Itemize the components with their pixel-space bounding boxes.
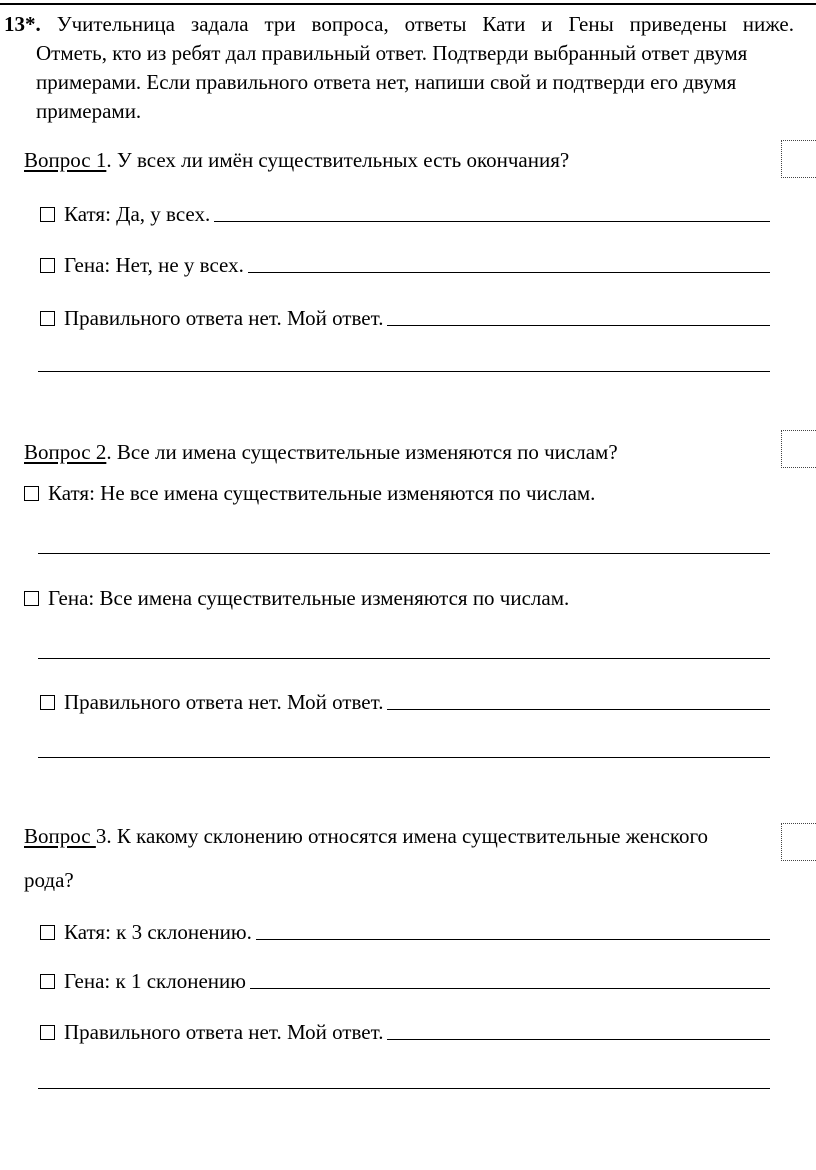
question-3-continued: рода? <box>24 868 74 892</box>
option-label: Гена: Все имена существительные изменяются по числам. <box>48 586 570 610</box>
checkbox[interactable] <box>40 1025 55 1040</box>
q2-option-katya[interactable] <box>24 480 595 506</box>
question-3-label: Вопрос <box>24 824 96 848</box>
question-3 <box>24 822 708 850</box>
question-2-label: Вопрос 2 <box>24 440 107 464</box>
answer-line-full[interactable] <box>38 553 770 554</box>
checkbox[interactable] <box>40 974 55 989</box>
score-box-2[interactable] <box>781 430 816 468</box>
option-label: Катя: к 3 склонению. <box>64 920 252 944</box>
answer-line-full[interactable] <box>38 658 770 659</box>
option-label: Правильного ответа нет. Мой ответ. <box>64 690 384 714</box>
answer-line[interactable] <box>248 272 770 273</box>
answer-line-full[interactable] <box>38 757 770 758</box>
answer-line[interactable] <box>387 325 770 326</box>
q1-option-gena[interactable] <box>40 252 770 278</box>
question-1-label: Вопрос 1 <box>24 148 107 172</box>
answer-line[interactable] <box>214 221 770 222</box>
question-2-text: . Все ли имена существительные изменяются по числам? <box>106 440 618 464</box>
option-label: Катя: Не все имена существительные изменяются по числам. <box>48 481 596 505</box>
task-text-rest: Отметь, кто из ребят дал правильный ответ. Подтверди выбранный ответ двумя примерами. Если правильного ответа нет, напиши свой и подтверди его двумя примерами. <box>36 41 748 123</box>
score-box-3[interactable] <box>781 823 816 861</box>
question-1-text: . У всех ли имён существительных есть окончания? <box>106 148 570 172</box>
answer-line-full[interactable] <box>38 371 770 372</box>
checkbox[interactable] <box>40 311 55 326</box>
checkbox[interactable] <box>40 207 55 222</box>
q3-option-katya[interactable] <box>40 919 770 945</box>
answer-line[interactable] <box>387 709 770 710</box>
question-3-text: 3. К какому склонению относятся имена существительные женского <box>95 824 709 848</box>
checkbox[interactable] <box>40 925 55 940</box>
task-number: 13*. <box>4 12 41 36</box>
answer-line-full[interactable] <box>38 1088 770 1089</box>
q3-option-own-answer[interactable] <box>40 1019 770 1045</box>
answer-line[interactable] <box>250 988 770 989</box>
option-label: Катя: Да, у всех. <box>64 202 211 226</box>
checkbox[interactable] <box>24 591 39 606</box>
answer-line[interactable] <box>256 939 770 940</box>
q2-option-own-answer[interactable] <box>40 689 770 715</box>
option-label: Гена: к 1 склонению <box>64 969 246 993</box>
checkbox[interactable] <box>24 486 39 501</box>
task-statement <box>4 10 794 126</box>
option-label: Гена: Нет, не у всех. <box>64 253 244 277</box>
task-first-line <box>4 10 794 39</box>
answer-line[interactable] <box>387 1039 770 1040</box>
q1-option-own-answer[interactable] <box>40 305 770 331</box>
task-text-line1: Учительница задала три вопроса, ответы Кати и Гены приведены ниже. <box>56 12 795 36</box>
q1-option-katya[interactable] <box>40 201 770 227</box>
q2-option-gena[interactable] <box>24 585 569 611</box>
q3-option-gena[interactable] <box>40 968 770 994</box>
top-rule <box>0 3 816 5</box>
question-2 <box>24 438 618 466</box>
question-1 <box>24 146 569 174</box>
option-label: Правильного ответа нет. Мой ответ. <box>64 306 384 330</box>
option-label: Правильного ответа нет. Мой ответ. <box>64 1020 384 1044</box>
checkbox[interactable] <box>40 258 55 273</box>
score-box-1[interactable] <box>781 140 816 178</box>
checkbox[interactable] <box>40 695 55 710</box>
